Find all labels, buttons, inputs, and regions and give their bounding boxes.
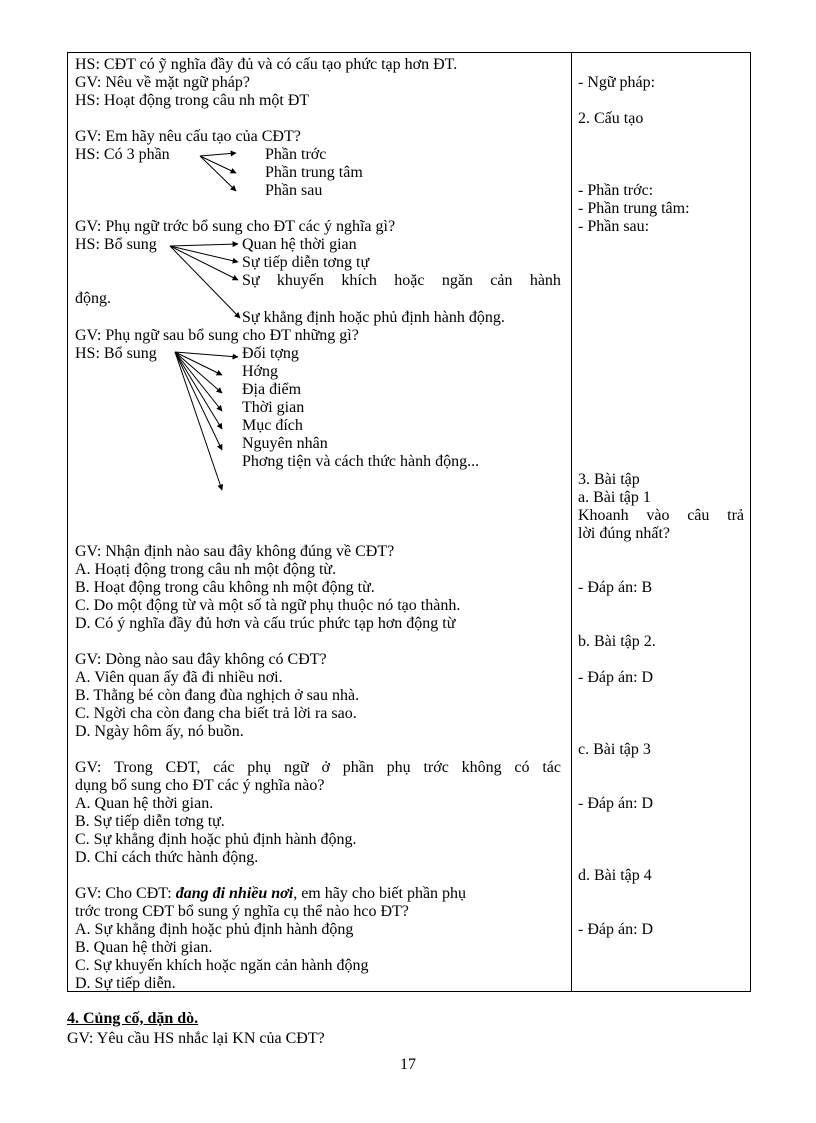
post-modifier-item: Hớng bbox=[242, 363, 279, 380]
pre-modifier-item: Quan hệ thời gian bbox=[242, 236, 357, 253]
post-modifier-item: Địa điểm bbox=[242, 381, 302, 398]
post-modifier-item: Mục đích bbox=[242, 417, 303, 434]
post-modifier-item: Phơng tiện và cách thức hành động... bbox=[242, 453, 480, 470]
pre-modifier-item: Sự khuyến khích hoặc ngăn cản hành bbox=[242, 272, 561, 289]
question-4: GV: Cho CĐT: đang đi nhiều nơi, em hãy cho biết phần phụ bbox=[75, 885, 467, 902]
option-d: D. Ngày hôm ấy, nó buồn. bbox=[75, 723, 244, 740]
answer: - Đáp án: D bbox=[578, 921, 654, 938]
pre-modifier-item: Sự tiếp diễn tơng tự bbox=[242, 254, 370, 271]
structure-part: Phần trung tâm bbox=[265, 164, 363, 181]
option-c: C. Sự khuyến khích hoặc ngăn cản hành động bbox=[75, 957, 369, 974]
option-d: D. Chỉ cách thức hành động. bbox=[75, 849, 259, 866]
option-a: A. Quan hệ thời gian. bbox=[75, 795, 214, 812]
right-heading: 3. Bài tập bbox=[578, 471, 640, 488]
question-1: GV: Nhận định nào sau đây không đúng về CĐT? bbox=[75, 543, 395, 560]
answer: - Đáp án: D bbox=[578, 795, 654, 812]
option-b: B. Quan hệ thời gian. bbox=[75, 939, 213, 956]
left-line: HS: Bổ sung bbox=[75, 236, 157, 253]
option-c: C. Sự khẳng định hoặc phủ định hành động. bbox=[75, 831, 357, 848]
post-modifier-item: Thời gian bbox=[242, 399, 305, 416]
right-note: - Phần trớc: bbox=[578, 182, 654, 199]
option-c: C. Do một động từ và một số tà ngữ phụ thuộc nó tạo thành. bbox=[75, 597, 461, 614]
exercise-label: a. Bài tập 1 bbox=[578, 489, 651, 506]
answer: - Đáp án: B bbox=[578, 579, 653, 596]
option-b: B. Sự tiếp diễn tơng tự. bbox=[75, 813, 225, 830]
column-divider bbox=[571, 52, 572, 992]
left-line: GV: Phụ ngữ trớc bổ sung cho ĐT các ý nghĩa gì? bbox=[75, 218, 396, 235]
structure-part: Phần sau bbox=[265, 182, 323, 199]
post-modifier-item: Đối tợng bbox=[242, 345, 299, 362]
question-4-cont: trớc trong CĐT bổ sung ý nghĩa cụ thể nào hco ĐT? bbox=[75, 903, 409, 920]
option-a: A. Viên quan ấy đã đi nhiều nơi. bbox=[75, 669, 283, 686]
option-b: B. Hoạt động trong câu không nh một động từ. bbox=[75, 579, 375, 596]
left-line: HS: Hoạt động trong câu nh một ĐT bbox=[75, 92, 310, 109]
left-line: HS: Có 3 phần bbox=[75, 146, 170, 163]
exercise-instruction: Khoanh vào câu trả bbox=[578, 507, 744, 524]
post-modifier-item: Nguyên nhân bbox=[242, 435, 328, 452]
option-d: D. Có ý nghĩa đầy đủ hơn và cấu trúc phức tạp hơn động từ bbox=[75, 615, 456, 632]
structure-part: Phần trớc bbox=[265, 146, 327, 163]
left-line: GV: Em hãy nêu cấu tạo của CĐT? bbox=[75, 128, 301, 145]
right-heading: 2. Cấu tạo bbox=[578, 110, 644, 127]
left-line: GV: Nêu về mặt ngữ pháp? bbox=[75, 74, 250, 91]
exercise-label: c. Bài tập 3 bbox=[578, 741, 651, 758]
right-note: - Phần sau: bbox=[578, 218, 650, 235]
option-c: C. Ngời cha còn đang cha biết trả lời ra sao. bbox=[75, 705, 357, 722]
question-2: GV: Dòng nào sau đây không có CĐT? bbox=[75, 651, 327, 668]
option-b: B. Thằng bé còn đang đùa nghịch ở sau nhà. bbox=[75, 687, 360, 704]
page-number: 17 bbox=[400, 1056, 416, 1073]
left-line: HS: CĐT có ỹ nghĩa đầy đủ và có cấu tạo phức tạp hơn ĐT. bbox=[75, 56, 458, 73]
section-heading: 4. Củng cố, dặn dò. bbox=[67, 1010, 199, 1027]
pre-modifier-item: Sự khẳng định hoặc phủ định hành động. bbox=[242, 309, 505, 326]
right-note: - Phần trung tâm: bbox=[578, 200, 690, 217]
pre-modifier-continuation: động. bbox=[75, 290, 111, 307]
right-note: - Ngữ pháp: bbox=[578, 74, 656, 91]
answer: - Đáp án: D bbox=[578, 669, 654, 686]
exercise-instruction: lời đúng nhất? bbox=[578, 525, 670, 542]
footer-text: GV: Yêu cầu HS nhắc lại KN của CĐT? bbox=[67, 1030, 325, 1047]
option-a: A. Hoạtị động trong câu nh một động từ. bbox=[75, 561, 337, 578]
question-3-cont: dụng bổ sung cho ĐT các ý nghĩa nào? bbox=[75, 777, 325, 794]
option-a: A. Sự khẳng định hoặc phủ định hành động bbox=[75, 921, 354, 938]
left-line: HS: Bổ sung bbox=[75, 345, 157, 362]
exercise-label: d. Bài tập 4 bbox=[578, 867, 652, 884]
emphasized-phrase: đang đi nhiều nơi bbox=[175, 885, 294, 902]
left-line: GV: Phụ ngữ sau bổ sung cho ĐT những gì? bbox=[75, 327, 359, 344]
option-d: D. Sự tiếp diễn. bbox=[75, 975, 176, 992]
exercise-label: b. Bài tập 2. bbox=[578, 633, 656, 650]
question-3: GV: Trong CĐT, các phụ ngữ ở phần phụ trớc không có tác bbox=[75, 759, 561, 776]
